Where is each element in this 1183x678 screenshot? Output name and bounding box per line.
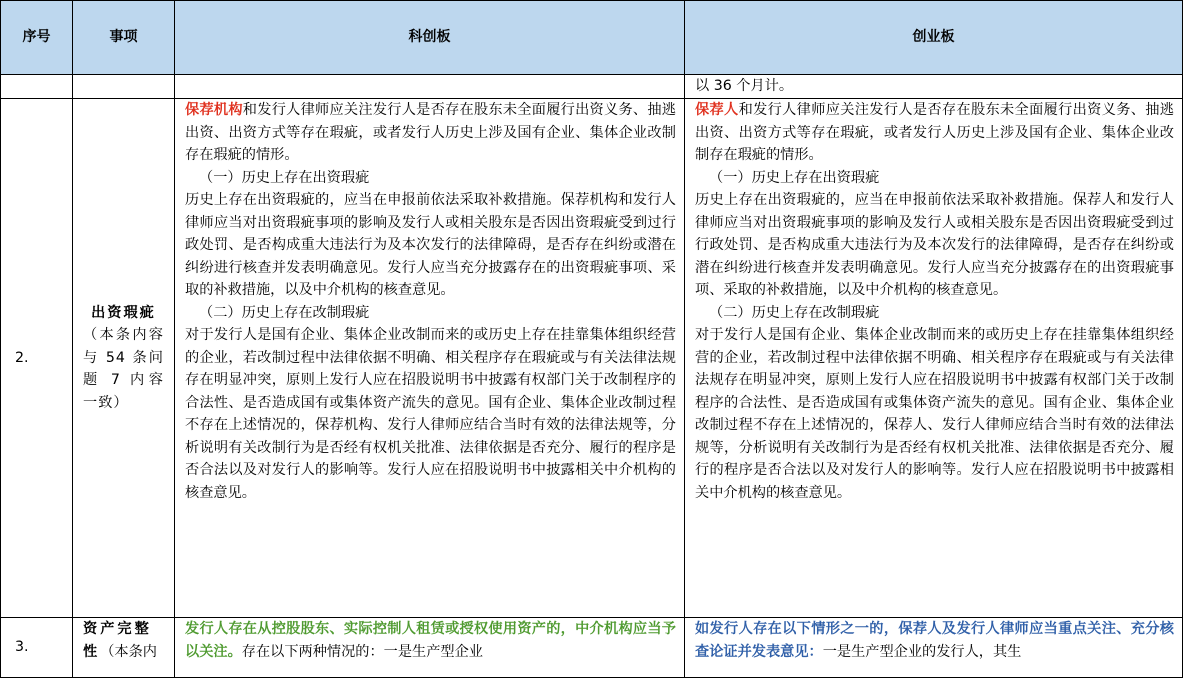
row2-topic-title: 出资瑕疵	[91, 304, 156, 321]
header-row	[1, 1, 1183, 75]
row3-star-lead-rest: 存在以下两种情况的：一是生产型企业	[241, 643, 483, 660]
row2-number: 2.	[15, 349, 29, 366]
star-subheading-2: （二）历史上存在改制瑕疵	[199, 304, 370, 321]
header-no: 序号	[1, 1, 73, 75]
row3-chinext-lead-rest: 一是生产型企业的发行人，其生	[822, 643, 1022, 660]
star-paragraph-1: 历史上存在出资瑕疵的，应当在申报前依法采取补救措施。保荐机构和发行人律师应当对出资瑕疵事项的影响及发行人或相关股东是否因出资瑕疵受到过行政处罚、是否构成重大违法行为及本次发行的法律障碍，是否存在纠纷或潜在纠纷进行核查并发表明确意见。发行人应当充分披露存在的出资瑕疵事项、采取的补救措施，以及中介机构的核查意见。	[185, 192, 676, 298]
star-paragraph-2: 对于发行人是国有企业、集体企业改制而来的或历史上存在挂靠集体组织经营的企业，若改制过程中法律依据不明确、相关程序存在瑕疵或与有关法律法规存在明显冲突，原则上发行人应在招股说明书中披露有权部门关于改制程序的合法性、是否造成国有或集体资产流失的意见。国有企业、集体企业改制过程不存在上述情况的，保荐机构、发行人律师应结合当时有效的法律法规等，分析说明有关改制行为是否经有权机关批准、法律依据是否充分、履行的程序是否合法以及对发行人的影响等。发行人应在招股说明书中披露相关中介机构的核查意见。	[185, 327, 676, 501]
star-subheading-1: （一）历史上存在出资瑕疵	[199, 169, 370, 186]
row3-topic-title: 资产完整性	[83, 621, 152, 660]
chinext-intro	[695, 99, 1174, 167]
row2-chinext	[685, 99, 1183, 618]
row2-no	[1, 99, 73, 618]
row3-star-lead-green: 发行人存在从控股股东、实际控制人租赁或授权使用资产的，中介机构应当予以关注。	[185, 621, 676, 660]
chinext-subheading-1: （一）历史上存在出资瑕疵	[709, 169, 880, 186]
row3-number: 3.	[15, 639, 29, 656]
star-intro	[185, 99, 676, 167]
chinext-subheading-2: （二）历史上存在改制瑕疵	[709, 304, 880, 321]
star-lead-rest: 和发行人律师应关注发行人是否存在股东未全面履行出资义务、抽逃出资、出资方式等存在瑕疵，或者发行人历史上涉及国有企业、集体企业改制存在瑕疵的情形。	[185, 102, 676, 163]
table-row	[1, 618, 1183, 678]
row3-item	[73, 618, 175, 678]
row1-no	[1, 75, 73, 99]
row1-chinext: 以 36 个月计。	[685, 75, 1183, 99]
row3-chinext	[685, 618, 1183, 678]
chinext-lead-rest: 和发行人律师应关注发行人是否存在股东未全面履行出资义务、抽逃出资、出资方式等存在瑕疵，或者发行人历史上涉及国有企业、集体企业改制存在瑕疵的情形。	[695, 102, 1174, 163]
table-row	[1, 99, 1183, 618]
row1-item	[73, 75, 175, 99]
chinext-paragraph-1: 历史上存在出资瑕疵的，应当在申报前依法采取补救措施。保荐人和发行人律师应当对出资瑕疵事项的影响及发行人或相关股东是否因出资瑕疵受到过行政处罚、是否构成重大违法行为及本次发行的法律障碍，是否存在纠纷或潜在纠纷进行核查并发表明确意见。发行人应当充分披露存在的出资瑕疵事项、采取的补救措施，以及中介机构的核查意见。	[695, 192, 1174, 298]
header-chinext: 创业板	[685, 1, 1183, 75]
row2-item	[73, 99, 175, 618]
chinext-paragraph-2: 对于发行人是国有企业、集体企业改制而来的或历史上存在挂靠集体组织经营的企业，若改制过程中法律依据不明确、相关程序存在瑕疵或与有关法律法规存在明显冲突，原则上发行人应在招股说明书中披露有权部门关于改制程序的合法性、是否造成国有或集体资产流失的意见。国有企业、集体企业改制过程不存在上述情况的，保荐人、发行人律师应结合当时有效的法律法规等，分析说明有关改制行为是否经有权机关批准、法律依据是否充分、履行的程序是否合法以及对发行人的影响等。发行人应在招股说明书中披露相关中介机构的核查意见。	[695, 327, 1174, 501]
chinext-lead-red: 保荐人	[695, 102, 739, 118]
table-row	[1, 75, 1183, 99]
row2-star	[175, 99, 685, 618]
header-item: 事项	[73, 1, 175, 75]
row2-topic-note: （本条内容与 54 条问题 7 内容一致）	[83, 327, 164, 411]
row3-topic-note: （本条内	[100, 643, 157, 660]
row3-no	[1, 618, 73, 678]
row1-star	[175, 75, 685, 99]
header-star-market: 科创板	[175, 1, 685, 75]
row3-chinext-lead-blue: 如发行人存在以下情形之一的，保荐人及发行人律师应当重点关注、充分核查论证并发表意见：	[695, 621, 1174, 660]
row3-star	[175, 618, 685, 678]
star-lead-red: 保荐机构	[185, 102, 243, 118]
